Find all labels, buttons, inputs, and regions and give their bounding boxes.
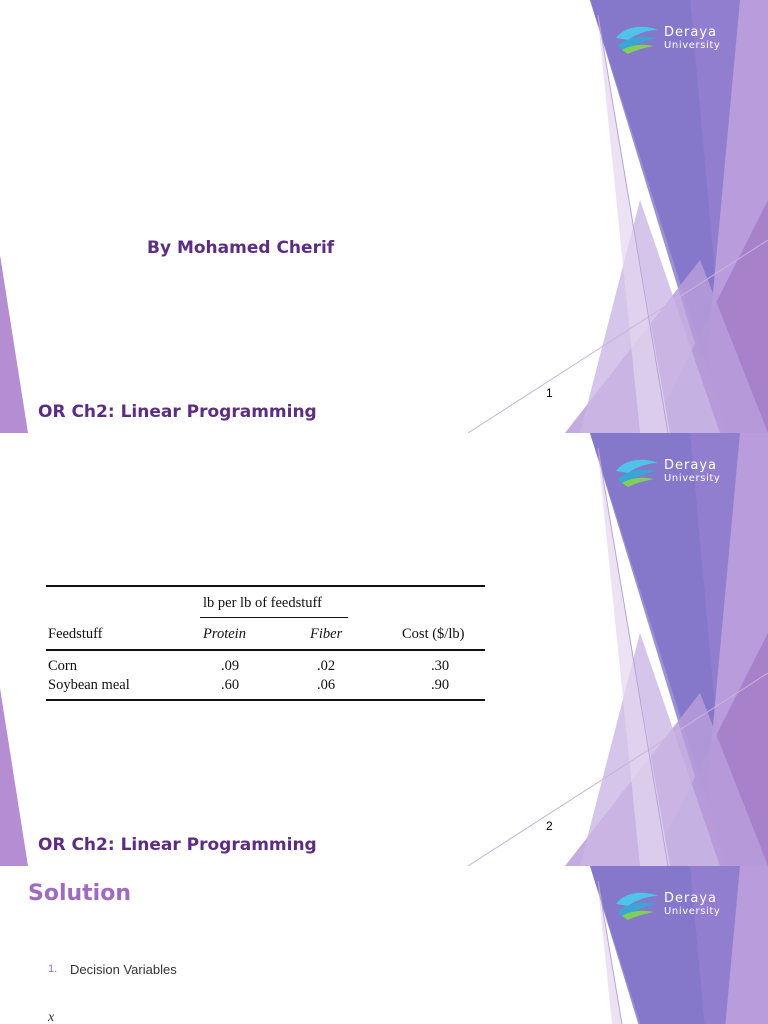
table-bottom-rule xyxy=(46,699,485,701)
column-header-protein: Protein xyxy=(203,626,246,642)
logo-name: Deraya xyxy=(664,25,717,40)
table-group-header: lb per lb of feedstuff xyxy=(203,595,322,611)
slide-2 xyxy=(0,433,768,866)
author-line: By Mohamed Cherif xyxy=(147,238,335,258)
university-logo xyxy=(614,455,744,491)
logo-subtitle: University xyxy=(664,906,721,917)
logo-name: Deraya xyxy=(664,891,717,906)
logo-subtitle: University xyxy=(664,40,721,51)
table-cell: .90 xyxy=(431,677,450,693)
table-cell: .02 xyxy=(317,658,336,674)
table-cell: .60 xyxy=(221,677,240,693)
slide-1 xyxy=(0,0,768,433)
slide-title: Solution xyxy=(28,881,131,906)
header-rule xyxy=(46,649,485,651)
deraya-logo-icon xyxy=(614,24,660,54)
university-logo xyxy=(614,888,744,924)
logo-name: Deraya xyxy=(664,458,717,473)
slide-number: 1 xyxy=(546,386,553,400)
column-header-feedstuff: Feedstuff xyxy=(48,626,103,642)
table-cell: .06 xyxy=(317,677,336,693)
feedstuff-table xyxy=(40,585,485,705)
list-item-text: Decision Variables xyxy=(70,962,177,977)
slide-footer: OR Ch2: Linear Programming xyxy=(38,402,317,422)
column-header-cost: Cost ($/lb) xyxy=(402,626,465,642)
logo-subtitle: University xyxy=(664,473,721,484)
table-cell: Soybean meal xyxy=(48,677,130,693)
deraya-logo-icon xyxy=(614,890,660,920)
slide-3 xyxy=(0,866,768,1024)
deraya-logo-icon xyxy=(614,457,660,487)
slide-footer: OR Ch2: Linear Programming xyxy=(38,835,317,855)
list-item-number: 1. xyxy=(48,963,58,975)
table-top-rule xyxy=(46,585,485,587)
table-cell: .09 xyxy=(221,658,240,674)
group-header-rule xyxy=(200,617,348,618)
table-cell: Corn xyxy=(48,658,77,674)
math-variable: x xyxy=(48,1010,55,1024)
column-header-fiber: Fiber xyxy=(310,626,343,642)
slide-decoration xyxy=(0,0,768,433)
slide-number: 2 xyxy=(546,819,553,833)
university-logo xyxy=(614,22,744,58)
table-cell: .30 xyxy=(431,658,450,674)
